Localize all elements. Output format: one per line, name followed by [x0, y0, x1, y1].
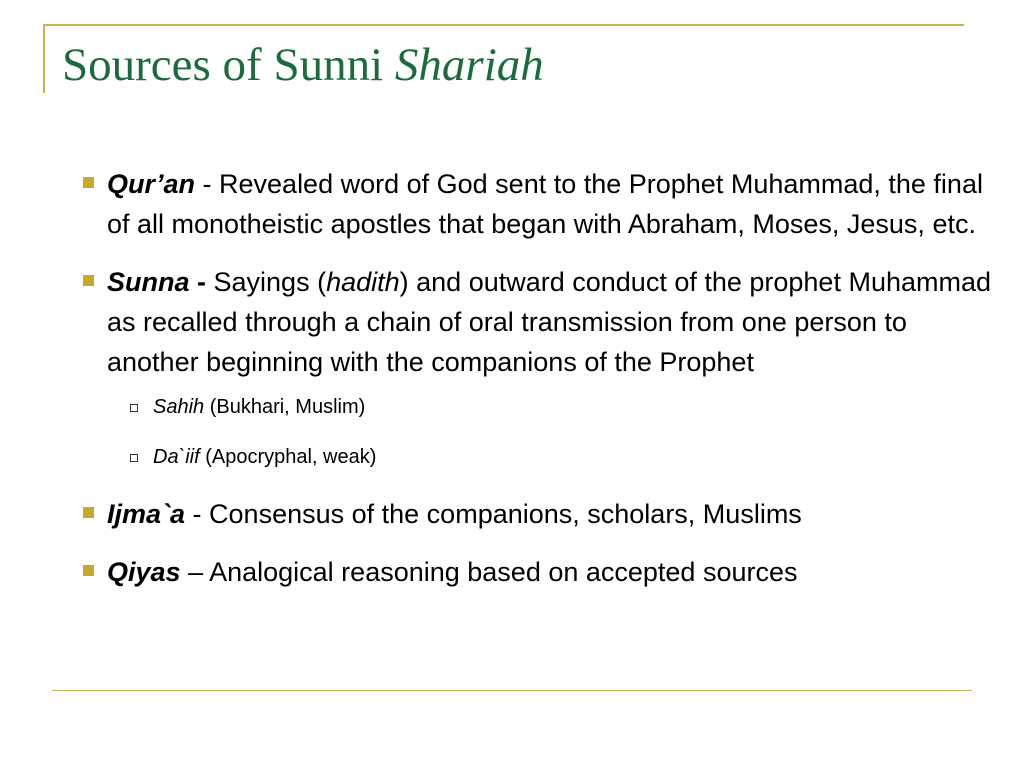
bullet-text: Revealed word of God sent to the Prophet Muhammad, the final of all monotheistic apostles that began with Abraham, Moses, Jesus, etc. [107, 169, 983, 239]
square-bullet-icon [83, 565, 94, 576]
sub-item-term: Da`iif [153, 446, 200, 468]
bullet-term: Ijma`a [107, 499, 186, 529]
bullet-text-after: ) and outward conduct of the prophet Muhammad as recalled through a chain of oral transmission from one person to another beginning with the companions of the Prophet [107, 267, 992, 377]
bullet-term: Sunna [107, 267, 190, 297]
hollow-square-bullet-icon [130, 454, 138, 462]
sub-item-daiif [128, 444, 995, 470]
square-bullet-icon [83, 275, 94, 286]
bullet-separator: - [185, 499, 210, 529]
square-bullet-icon [83, 177, 94, 188]
bullet-text: Consensus of the companions, scholars, Muslims [209, 499, 802, 529]
bullet-quran [80, 164, 995, 244]
bullet-separator: – [180, 557, 210, 587]
frame-left-line [43, 24, 45, 93]
bullet-qiyas [80, 552, 995, 592]
title-italic: Shariah [394, 39, 544, 91]
sunna-sub-list [80, 394, 995, 470]
bullet-text-before: Sayings ( [213, 267, 327, 297]
bullet-text: Analogical reasoning based on accepted sources [209, 557, 798, 587]
bullet-italic-word: hadith [326, 267, 400, 297]
bullet-separator: - [189, 267, 214, 297]
slide-content [80, 164, 995, 610]
hollow-square-bullet-icon [130, 404, 138, 412]
frame-top-line [43, 24, 964, 26]
sub-item-text: (Bukhari, Muslim) [204, 396, 366, 418]
title-main: Sources of Sunni [62, 39, 395, 91]
frame-bottom-line [52, 690, 972, 691]
bullet-sunna [80, 262, 995, 382]
bullet-ijma [80, 494, 995, 534]
square-bullet-icon [83, 507, 94, 518]
sub-item-term: Sahih [153, 396, 205, 418]
slide-title [62, 40, 544, 92]
bullet-separator: - [195, 169, 220, 199]
sub-item-text: (Apocryphal, weak) [199, 446, 377, 468]
bullet-term: Qur’an [107, 169, 196, 199]
sub-item-sahih [128, 394, 995, 420]
bullet-term: Qiyas [107, 557, 181, 587]
